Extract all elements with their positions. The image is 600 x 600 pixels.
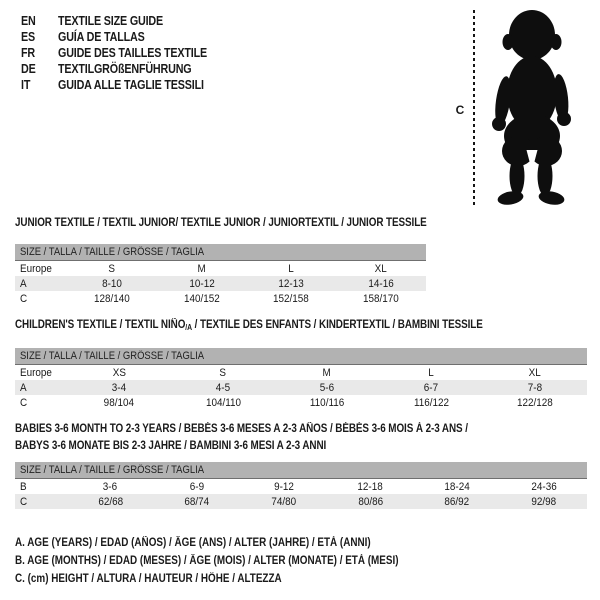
size-value-cell: XS <box>112 366 126 379</box>
size-value-cell: 3-4 <box>111 381 127 394</box>
row-label: B <box>20 480 27 493</box>
guide-title-it: GUIDA ALLE TAGLIE TESSILI <box>58 78 204 92</box>
row-label: Europe <box>20 366 52 379</box>
size-header-label: SIZE / TALLA / TAILLE / GRÖSSE / TAGLIA <box>20 350 205 362</box>
legend-line-a <box>15 534 461 552</box>
table-row <box>15 261 426 276</box>
language-row-de <box>21 61 231 77</box>
language-row-it <box>21 77 231 93</box>
size-value-cell: M <box>322 366 332 379</box>
legend-line-c <box>15 570 461 588</box>
row-label: A <box>20 381 27 394</box>
babies-title-line1: BABIES 3-6 MONTH TO 2-3 YEARS / BEBÉS 3-6 MESES A 2-3 AÑOS / BÉBÉS 3-6 MOIS À 2-3 ANS / <box>15 423 468 435</box>
size-value-cell: 158/170 <box>363 292 400 305</box>
guide-title-en: TEXTILE SIZE GUIDE <box>58 14 164 28</box>
row-label: C <box>20 396 28 409</box>
size-value-cell: 10-12 <box>188 277 215 290</box>
children-table-title <box>15 317 559 336</box>
size-value-cell: XL <box>528 366 542 379</box>
legend-c-text: C. (cm) HEIGHT / ALTURA / HAUTEUR / HÖHE / ALTEZZA <box>15 573 282 585</box>
size-value-cell: 3-6 <box>103 480 118 493</box>
size-value-cell: 116/122 <box>413 396 449 409</box>
size-value-cell: 152/158 <box>273 292 310 305</box>
junior-table-title-text: JUNIOR TEXTILE / TEXTIL JUNIOR/ TEXTILE JUNIOR / JUNIORTEXTIL / JUNIOR TESSILE <box>15 217 427 229</box>
table-row <box>15 395 587 410</box>
language-row-es <box>21 29 231 45</box>
children-title-pre: CHILDREN'S TEXTILE / TEXTIL NIÑO <box>15 319 186 331</box>
language-code: IT <box>21 78 31 92</box>
table-row <box>15 365 587 380</box>
size-header-bar <box>15 462 587 479</box>
babies-title-line2: BABYS 3-6 MONATE BIS 2-3 JAHRE / BAMBINI 3-6 MESI A 2-3 ANNI <box>15 440 327 452</box>
children-title-post: / TEXTILE DES ENFANTS / KINDERTEXTIL / BAMBINI TESSILE <box>192 319 483 331</box>
size-value-cell: 14-16 <box>368 277 394 290</box>
size-value-cell: 5-6 <box>319 381 335 394</box>
language-code: DE <box>21 62 36 76</box>
size-header-bar <box>15 348 587 365</box>
size-value-cell: 80/86 <box>357 495 383 508</box>
row-label: C <box>20 495 28 508</box>
height-measure-label: C <box>455 103 465 117</box>
row-label: C <box>20 292 28 305</box>
size-value-cell: M <box>197 262 206 275</box>
size-value-cell: 74/80 <box>271 495 297 508</box>
size-value-cell: S <box>108 262 116 275</box>
height-dashed-line <box>473 10 475 206</box>
table-row <box>15 276 426 291</box>
language-code: FR <box>21 46 35 60</box>
size-value-cell: L <box>428 366 434 379</box>
babies-size-table <box>15 462 587 509</box>
size-value-cell: 6-7 <box>423 381 439 394</box>
guide-title-fr: GUIDE DES TAILLES TEXTILE <box>58 46 208 60</box>
size-header-bar <box>15 244 426 261</box>
measurement-legend <box>15 534 461 588</box>
children-table-rows <box>15 365 587 410</box>
size-value-cell: L <box>288 262 295 275</box>
junior-size-table <box>15 244 426 306</box>
size-value-cell: 92/98 <box>531 495 557 508</box>
legend-line-b <box>15 552 461 570</box>
table-row <box>15 291 426 306</box>
table-row <box>15 494 587 509</box>
toddler-silhouette-icon <box>484 8 580 208</box>
children-title-subscript: /A <box>185 323 193 332</box>
language-row-en <box>21 13 231 29</box>
size-value-cell: 6-9 <box>189 480 205 493</box>
size-header-label: SIZE / TALLA / TAILLE / GRÖSSE / TAGLIA <box>20 464 205 476</box>
language-title-list <box>21 13 231 93</box>
table-row <box>15 479 587 494</box>
size-value-cell: 68/74 <box>184 495 210 508</box>
size-value-cell: 7-8 <box>527 381 543 394</box>
size-value-cell: 140/152 <box>183 292 220 305</box>
guide-title-es: GUÍA DE TALLAS <box>58 30 145 44</box>
language-code: ES <box>21 30 36 44</box>
size-value-cell: 98/104 <box>103 396 135 409</box>
junior-table-rows <box>15 261 426 306</box>
size-value-cell: 86/92 <box>444 495 470 508</box>
babies-table-rows <box>15 479 587 509</box>
size-header-label: SIZE / TALLA / TAILLE / GRÖSSE / TAGLIA <box>20 246 205 258</box>
size-value-cell: 8-10 <box>101 277 122 290</box>
size-value-cell: S <box>219 366 227 379</box>
size-value-cell: 122/128 <box>517 396 553 409</box>
row-label: Europe <box>20 262 52 275</box>
size-value-cell: 18-24 <box>444 480 470 493</box>
legend-b-text: B. AGE (MONTHS) / EDAD (MESES) / ÂGE (MOIS) / ALTER (MONATE) / ETÀ (MESI) <box>15 555 399 567</box>
size-value-cell: 62/68 <box>97 495 123 508</box>
legend-a-text: A. AGE (YEARS) / EDAD (AÑOS) / ÂGE (ANS) / ALTER (JAHRE) / ETÀ (ANNI) <box>15 537 371 549</box>
size-value-cell: 128/140 <box>93 292 130 305</box>
table-row <box>15 380 587 395</box>
language-row-fr <box>21 45 231 61</box>
babies-table-title <box>15 421 542 455</box>
guide-title-de: TEXTILGRÖßENFÜHRUNG <box>58 62 192 76</box>
children-size-table <box>15 348 587 410</box>
size-value-cell: 24-36 <box>531 480 557 493</box>
row-label: A <box>20 277 27 290</box>
junior-table-title <box>15 215 494 232</box>
size-value-cell: 9-12 <box>273 480 294 493</box>
size-value-cell: 12-18 <box>357 480 384 493</box>
size-value-cell: 110/116 <box>309 396 345 409</box>
size-value-cell: 104/110 <box>205 396 241 409</box>
size-value-cell: XL <box>375 262 388 275</box>
size-value-cell: 12-13 <box>278 277 305 290</box>
language-code: EN <box>21 14 36 28</box>
size-value-cell: 4-5 <box>215 381 231 394</box>
